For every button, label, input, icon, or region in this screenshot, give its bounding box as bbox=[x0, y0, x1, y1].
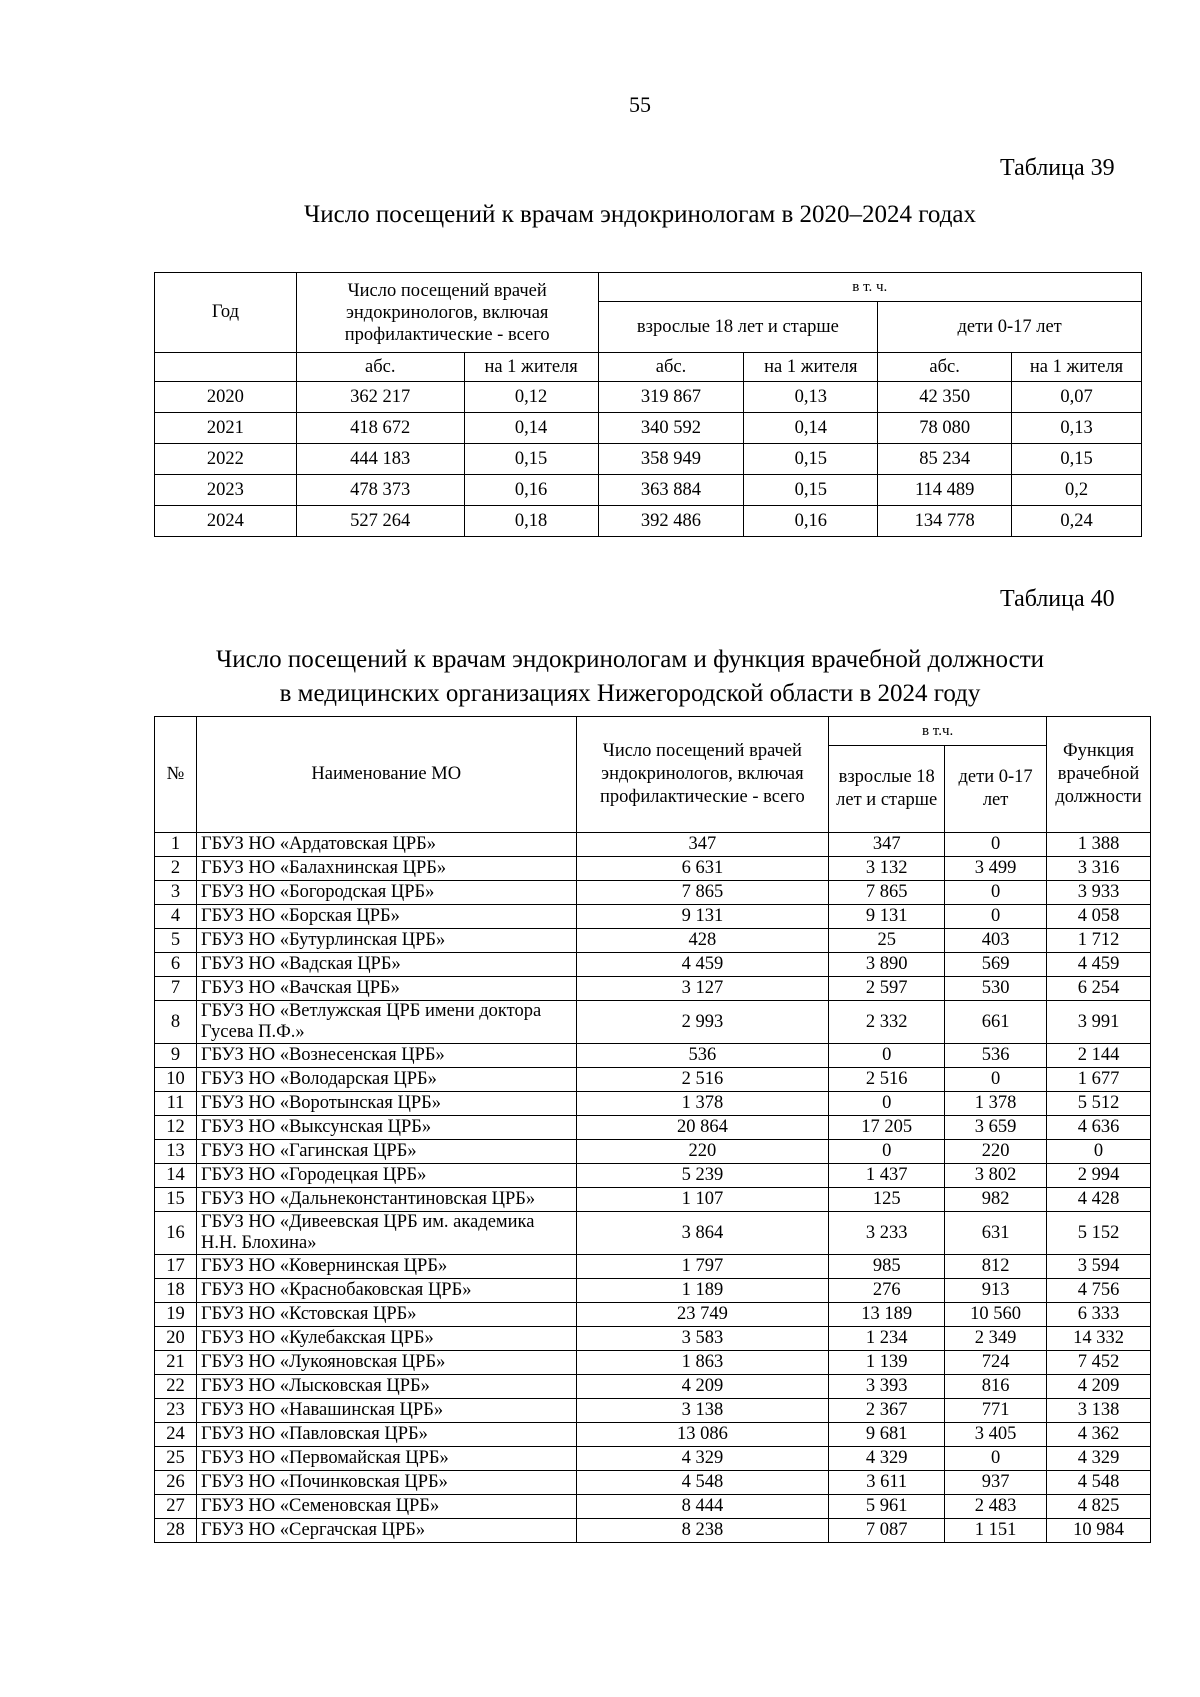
t40-cell: 403 bbox=[945, 929, 1047, 953]
t39-cell: 0,16 bbox=[744, 506, 878, 537]
t40-cell: 6 254 bbox=[1047, 977, 1151, 1001]
t40-cell: 1 378 bbox=[576, 1092, 829, 1116]
t40-cell: 347 bbox=[576, 833, 829, 857]
table-row bbox=[155, 1068, 1151, 1092]
t40-cell-name: ГБУЗ НО «Выксунская ЦРБ» bbox=[196, 1116, 576, 1140]
table-row bbox=[155, 1164, 1151, 1188]
t40-cell-name: ГБУЗ НО «Починковская ЦРБ» bbox=[196, 1471, 576, 1495]
table-row bbox=[155, 1116, 1151, 1140]
t40-cell: 24 bbox=[155, 1423, 197, 1447]
t40-cell: 3 405 bbox=[945, 1423, 1047, 1447]
t40-cell-name: ГБУЗ НО «Лукояновская ЦРБ» bbox=[196, 1351, 576, 1375]
t40-cell: 1 677 bbox=[1047, 1068, 1151, 1092]
t40-cell: 4 548 bbox=[576, 1471, 829, 1495]
t39-cell: 0,16 bbox=[464, 475, 598, 506]
t40-cell: 1 797 bbox=[576, 1255, 829, 1279]
t40-cell-name: ГБУЗ НО «Сергачская ЦРБ» bbox=[196, 1519, 576, 1543]
t40-cell: 3 393 bbox=[829, 1375, 945, 1399]
t40-cell: 1 863 bbox=[576, 1351, 829, 1375]
t40-cell: 3 594 bbox=[1047, 1255, 1151, 1279]
t40-header-function: Функция врачебной должности bbox=[1047, 717, 1151, 833]
t40-cell-name: ГБУЗ НО «Ветлужская ЦРБ имени доктора Гусева П.Ф.» bbox=[196, 1001, 576, 1044]
table-row bbox=[155, 929, 1151, 953]
table-row bbox=[155, 444, 1142, 475]
t40-cell: 0 bbox=[945, 905, 1047, 929]
t39-cell: 0,14 bbox=[464, 413, 598, 444]
t40-cell: 23 bbox=[155, 1399, 197, 1423]
table-row bbox=[155, 413, 1142, 444]
t40-cell: 2 367 bbox=[829, 1399, 945, 1423]
t39-cell: 114 489 bbox=[878, 475, 1012, 506]
t40-cell: 7 865 bbox=[576, 881, 829, 905]
t40-cell: 3 316 bbox=[1047, 857, 1151, 881]
t39-cell: 0,15 bbox=[744, 475, 878, 506]
table39-title: Число посещений к врачам эндокринологам в 2020–2024 годах bbox=[303, 201, 977, 228]
t40-cell: 276 bbox=[829, 1279, 945, 1303]
t40-cell: 4 329 bbox=[1047, 1447, 1151, 1471]
t40-cell-name: ГБУЗ НО «Богородская ЦРБ» bbox=[196, 881, 576, 905]
t40-cell: 5 bbox=[155, 929, 197, 953]
table-row bbox=[155, 857, 1151, 881]
t39-cell: 2020 bbox=[155, 382, 297, 413]
t40-cell: 10 560 bbox=[945, 1303, 1047, 1327]
t40-cell: 816 bbox=[945, 1375, 1047, 1399]
t40-cell: 3 132 bbox=[829, 857, 945, 881]
t40-cell: 3 802 bbox=[945, 1164, 1047, 1188]
t40-cell: 6 631 bbox=[576, 857, 829, 881]
t40-cell: 13 189 bbox=[829, 1303, 945, 1327]
t40-cell: 5 152 bbox=[1047, 1212, 1151, 1255]
t40-cell: 0 bbox=[1047, 1140, 1151, 1164]
t39-header-empty bbox=[155, 353, 297, 382]
t40-cell: 1 107 bbox=[576, 1188, 829, 1212]
t40-cell: 0 bbox=[829, 1092, 945, 1116]
t39-cell: 2024 bbox=[155, 506, 297, 537]
t39-cell: 0,18 bbox=[464, 506, 598, 537]
t40-header-incl: в т.ч. bbox=[829, 717, 1047, 746]
table39 bbox=[154, 272, 1142, 537]
t40-cell: 2 516 bbox=[829, 1068, 945, 1092]
page-number: 55 bbox=[629, 92, 651, 117]
t40-cell: 17 205 bbox=[829, 1116, 945, 1140]
t40-cell: 20 bbox=[155, 1327, 197, 1351]
t40-cell: 4 329 bbox=[829, 1447, 945, 1471]
t40-cell: 16 bbox=[155, 1212, 197, 1255]
t39-cell: 0,13 bbox=[744, 382, 878, 413]
table-row bbox=[155, 1279, 1151, 1303]
t40-cell: 8 444 bbox=[576, 1495, 829, 1519]
t40-cell: 5 512 bbox=[1047, 1092, 1151, 1116]
t39-header-per: на 1 жителя bbox=[744, 353, 878, 382]
t40-cell: 22 bbox=[155, 1375, 197, 1399]
t39-cell: 2023 bbox=[155, 475, 297, 506]
t40-cell: 1 151 bbox=[945, 1519, 1047, 1543]
t39-cell: 418 672 bbox=[296, 413, 464, 444]
t39-cell: 0,15 bbox=[464, 444, 598, 475]
t39-header-year: Год bbox=[155, 273, 297, 353]
t40-cell: 347 bbox=[829, 833, 945, 857]
t40-cell: 28 bbox=[155, 1519, 197, 1543]
t40-cell: 7 865 bbox=[829, 881, 945, 905]
t39-cell: 0,14 bbox=[744, 413, 878, 444]
t40-cell: 771 bbox=[945, 1399, 1047, 1423]
t40-cell: 3 991 bbox=[1047, 1001, 1151, 1044]
t40-cell: 982 bbox=[945, 1188, 1047, 1212]
t40-cell: 10 bbox=[155, 1068, 197, 1092]
t40-cell: 23 749 bbox=[576, 1303, 829, 1327]
t39-cell: 527 264 bbox=[296, 506, 464, 537]
table-row bbox=[155, 382, 1142, 413]
t40-cell: 536 bbox=[576, 1044, 829, 1068]
t40-cell: 0 bbox=[945, 1068, 1047, 1092]
t40-cell-name: ГБУЗ НО «Бутурлинская ЦРБ» bbox=[196, 929, 576, 953]
t40-cell: 9 681 bbox=[829, 1423, 945, 1447]
table-row bbox=[155, 475, 1142, 506]
t39-cell: 134 778 bbox=[878, 506, 1012, 537]
table-row bbox=[155, 506, 1142, 537]
t40-cell-name: ГБУЗ НО «Борская ЦРБ» bbox=[196, 905, 576, 929]
table40-title bbox=[0, 643, 1200, 711]
table-row bbox=[155, 1001, 1151, 1044]
t40-cell: 25 bbox=[829, 929, 945, 953]
t39-cell: 363 884 bbox=[598, 475, 744, 506]
t40-cell: 4 459 bbox=[1047, 953, 1151, 977]
t39-cell: 444 183 bbox=[296, 444, 464, 475]
t40-cell: 13 086 bbox=[576, 1423, 829, 1447]
t40-cell: 2 bbox=[155, 857, 197, 881]
t40-cell-name: ГБУЗ НО «Дальнеконстантиновская ЦРБ» bbox=[196, 1188, 576, 1212]
t39-cell: 0,2 bbox=[1012, 475, 1142, 506]
t40-cell: 1 388 bbox=[1047, 833, 1151, 857]
table-row bbox=[155, 881, 1151, 905]
table-row bbox=[155, 905, 1151, 929]
t40-cell: 4 636 bbox=[1047, 1116, 1151, 1140]
t40-cell: 7 452 bbox=[1047, 1351, 1151, 1375]
t40-cell-name: ГБУЗ НО «Кулебакская ЦРБ» bbox=[196, 1327, 576, 1351]
t40-cell: 0 bbox=[945, 881, 1047, 905]
table-row bbox=[155, 1255, 1151, 1279]
t40-cell: 3 611 bbox=[829, 1471, 945, 1495]
t40-cell-name: ГБУЗ НО «Лысковская ЦРБ» bbox=[196, 1375, 576, 1399]
t40-cell: 4 362 bbox=[1047, 1423, 1151, 1447]
table-row bbox=[155, 1092, 1151, 1116]
t40-cell: 220 bbox=[945, 1140, 1047, 1164]
t40-cell-name: ГБУЗ НО «Семеновская ЦРБ» bbox=[196, 1495, 576, 1519]
t40-cell-name: ГБУЗ НО «Ковернинская ЦРБ» bbox=[196, 1255, 576, 1279]
table40 bbox=[154, 716, 1151, 1543]
t39-cell: 362 217 bbox=[296, 382, 464, 413]
t40-cell-name: ГБУЗ НО «Вознесенская ЦРБ» bbox=[196, 1044, 576, 1068]
t39-cell: 42 350 bbox=[878, 382, 1012, 413]
t39-header-abs: абс. bbox=[878, 353, 1012, 382]
table-row bbox=[155, 1188, 1151, 1212]
t40-cell: 4 459 bbox=[576, 953, 829, 977]
t40-cell: 2 994 bbox=[1047, 1164, 1151, 1188]
t40-cell: 4 209 bbox=[576, 1375, 829, 1399]
t40-cell: 631 bbox=[945, 1212, 1047, 1255]
t40-cell: 9 131 bbox=[829, 905, 945, 929]
t40-cell-name: ГБУЗ НО «Кстовская ЦРБ» bbox=[196, 1303, 576, 1327]
t40-cell: 2 516 bbox=[576, 1068, 829, 1092]
t40-cell: 530 bbox=[945, 977, 1047, 1001]
table-row bbox=[155, 1495, 1151, 1519]
t40-cell-name: ГБУЗ НО «Балахнинская ЦРБ» bbox=[196, 857, 576, 881]
table-row bbox=[155, 1519, 1151, 1543]
t40-cell-name: ГБУЗ НО «Городецкая ЦРБ» bbox=[196, 1164, 576, 1188]
t40-cell: 4 548 bbox=[1047, 1471, 1151, 1495]
t40-cell: 7 087 bbox=[829, 1519, 945, 1543]
table-row bbox=[155, 1044, 1151, 1068]
t40-cell: 3 659 bbox=[945, 1116, 1047, 1140]
table-row bbox=[155, 1140, 1151, 1164]
t40-cell: 19 bbox=[155, 1303, 197, 1327]
t40-cell: 3 933 bbox=[1047, 881, 1151, 905]
t40-cell: 1 712 bbox=[1047, 929, 1151, 953]
t40-cell: 4 bbox=[155, 905, 197, 929]
t40-cell: 3 138 bbox=[1047, 1399, 1151, 1423]
t40-cell: 14 bbox=[155, 1164, 197, 1188]
t40-cell: 25 bbox=[155, 1447, 197, 1471]
t40-cell: 5 961 bbox=[829, 1495, 945, 1519]
t40-cell: 569 bbox=[945, 953, 1047, 977]
t40-cell-name: ГБУЗ НО «Павловская ЦРБ» bbox=[196, 1423, 576, 1447]
t40-cell: 15 bbox=[155, 1188, 197, 1212]
table40-title-line2: в медицинских организациях Нижегородской области в 2024 году bbox=[279, 680, 981, 707]
t39-header-children: дети 0-17 лет bbox=[878, 302, 1142, 353]
t40-header-name: Наименование МО bbox=[196, 717, 576, 833]
t40-cell: 7 bbox=[155, 977, 197, 1001]
table-row bbox=[155, 1303, 1151, 1327]
t40-cell-name: ГБУЗ НО «Воротынская ЦРБ» bbox=[196, 1092, 576, 1116]
t40-cell: 20 864 bbox=[576, 1116, 829, 1140]
t40-cell: 536 bbox=[945, 1044, 1047, 1068]
t40-cell: 220 bbox=[576, 1140, 829, 1164]
t40-cell: 21 bbox=[155, 1351, 197, 1375]
t39-header-adults: взрослые 18 лет и старше bbox=[598, 302, 878, 353]
t40-cell: 2 483 bbox=[945, 1495, 1047, 1519]
table-row bbox=[155, 1447, 1151, 1471]
table-row bbox=[155, 1399, 1151, 1423]
t40-cell: 661 bbox=[945, 1001, 1047, 1044]
t40-cell: 985 bbox=[829, 1255, 945, 1279]
t40-cell-name: ГБУЗ НО «Гагинская ЦРБ» bbox=[196, 1140, 576, 1164]
t40-cell-name: ГБУЗ НО «Первомайская ЦРБ» bbox=[196, 1447, 576, 1471]
t40-cell: 2 144 bbox=[1047, 1044, 1151, 1068]
t39-header-incl: в т. ч. bbox=[598, 273, 1141, 302]
t40-cell: 27 bbox=[155, 1495, 197, 1519]
t40-cell: 9 131 bbox=[576, 905, 829, 929]
t40-cell: 1 437 bbox=[829, 1164, 945, 1188]
t40-cell-name: ГБУЗ НО «Володарская ЦРБ» bbox=[196, 1068, 576, 1092]
t39-cell: 0,07 bbox=[1012, 382, 1142, 413]
t40-header-children: дети 0-17 лет bbox=[945, 746, 1047, 833]
t40-cell-name: ГБУЗ НО «Вадская ЦРБ» bbox=[196, 953, 576, 977]
t40-cell: 13 bbox=[155, 1140, 197, 1164]
t40-cell-name: ГБУЗ НО «Вачская ЦРБ» bbox=[196, 977, 576, 1001]
table39-caption: Таблица 39 bbox=[1000, 155, 1115, 181]
table40-caption: Таблица 40 bbox=[1000, 586, 1115, 612]
t39-header-abs: абс. bbox=[296, 353, 464, 382]
t40-cell: 8 bbox=[155, 1001, 197, 1044]
t40-cell: 4 825 bbox=[1047, 1495, 1151, 1519]
t40-cell: 1 378 bbox=[945, 1092, 1047, 1116]
t40-cell: 4 329 bbox=[576, 1447, 829, 1471]
t40-cell: 1 139 bbox=[829, 1351, 945, 1375]
t39-cell: 358 949 bbox=[598, 444, 744, 475]
t39-header-per: на 1 жителя bbox=[1012, 353, 1142, 382]
t40-cell: 125 bbox=[829, 1188, 945, 1212]
t40-cell: 3 bbox=[155, 881, 197, 905]
t40-cell: 724 bbox=[945, 1351, 1047, 1375]
t40-cell: 4 428 bbox=[1047, 1188, 1151, 1212]
table-row bbox=[155, 1423, 1151, 1447]
t40-cell: 0 bbox=[829, 1140, 945, 1164]
t39-header-abs: абс. bbox=[598, 353, 744, 382]
t40-cell: 2 597 bbox=[829, 977, 945, 1001]
table-row bbox=[155, 1212, 1151, 1255]
t40-cell-name: ГБУЗ НО «Краснобаковская ЦРБ» bbox=[196, 1279, 576, 1303]
table-row bbox=[155, 977, 1151, 1001]
t39-cell: 2022 bbox=[155, 444, 297, 475]
t40-cell: 913 bbox=[945, 1279, 1047, 1303]
t40-cell: 2 349 bbox=[945, 1327, 1047, 1351]
t40-cell: 3 233 bbox=[829, 1212, 945, 1255]
t40-cell: 3 583 bbox=[576, 1327, 829, 1351]
t39-cell: 0,13 bbox=[1012, 413, 1142, 444]
t40-cell: 1 234 bbox=[829, 1327, 945, 1351]
table-row bbox=[155, 953, 1151, 977]
t40-cell: 3 138 bbox=[576, 1399, 829, 1423]
t40-cell: 8 238 bbox=[576, 1519, 829, 1543]
t39-cell: 0,24 bbox=[1012, 506, 1142, 537]
t40-cell: 0 bbox=[945, 833, 1047, 857]
t40-cell: 937 bbox=[945, 1471, 1047, 1495]
t40-cell: 3 890 bbox=[829, 953, 945, 977]
t40-cell: 0 bbox=[829, 1044, 945, 1068]
t40-cell: 3 864 bbox=[576, 1212, 829, 1255]
t39-header-total: Число посещений врачей эндокринологов, включая профилактические - всего bbox=[296, 273, 598, 353]
table-row bbox=[155, 1327, 1151, 1351]
t40-cell: 4 209 bbox=[1047, 1375, 1151, 1399]
t40-cell: 14 332 bbox=[1047, 1327, 1151, 1351]
t39-cell: 0,15 bbox=[744, 444, 878, 475]
t40-cell: 12 bbox=[155, 1116, 197, 1140]
table-row bbox=[155, 833, 1151, 857]
t39-cell: 78 080 bbox=[878, 413, 1012, 444]
t40-cell: 3 127 bbox=[576, 977, 829, 1001]
t39-cell: 392 486 bbox=[598, 506, 744, 537]
table-row bbox=[155, 1375, 1151, 1399]
t39-cell: 478 373 bbox=[296, 475, 464, 506]
t39-cell: 340 592 bbox=[598, 413, 744, 444]
t40-header-adults: взрослые 18 лет и старше bbox=[829, 746, 945, 833]
t40-cell: 428 bbox=[576, 929, 829, 953]
t39-cell: 2021 bbox=[155, 413, 297, 444]
t40-cell: 1 189 bbox=[576, 1279, 829, 1303]
t39-cell: 85 234 bbox=[878, 444, 1012, 475]
t39-cell: 0,12 bbox=[464, 382, 598, 413]
t39-cell: 319 867 bbox=[598, 382, 744, 413]
t40-cell: 0 bbox=[945, 1447, 1047, 1471]
t40-cell: 3 499 bbox=[945, 857, 1047, 881]
t40-cell: 17 bbox=[155, 1255, 197, 1279]
t39-header-per: на 1 жителя bbox=[464, 353, 598, 382]
t40-cell-name: ГБУЗ НО «Ардатовская ЦРБ» bbox=[196, 833, 576, 857]
table-row bbox=[155, 1351, 1151, 1375]
t40-cell-name: ГБУЗ НО «Дивеевская ЦРБ им. академика Н.Н. Блохина» bbox=[196, 1212, 576, 1255]
t40-cell: 1 bbox=[155, 833, 197, 857]
t40-cell: 11 bbox=[155, 1092, 197, 1116]
t40-cell: 4 058 bbox=[1047, 905, 1151, 929]
t40-cell-name: ГБУЗ НО «Навашинская ЦРБ» bbox=[196, 1399, 576, 1423]
t40-cell: 9 bbox=[155, 1044, 197, 1068]
t40-cell: 26 bbox=[155, 1471, 197, 1495]
t39-cell: 0,15 bbox=[1012, 444, 1142, 475]
t40-cell: 5 239 bbox=[576, 1164, 829, 1188]
t40-cell: 10 984 bbox=[1047, 1519, 1151, 1543]
t40-cell: 4 756 bbox=[1047, 1279, 1151, 1303]
t40-cell: 2 993 bbox=[576, 1001, 829, 1044]
t40-cell: 812 bbox=[945, 1255, 1047, 1279]
t40-header-total: Число посещений врачей эндокринологов, включая профилактические - всего bbox=[576, 717, 829, 833]
table-row bbox=[155, 1471, 1151, 1495]
t40-cell: 6 333 bbox=[1047, 1303, 1151, 1327]
t40-header-num: № bbox=[155, 717, 197, 833]
t40-cell: 6 bbox=[155, 953, 197, 977]
table40-title-line1: Число посещений к врачам эндокринологам и функция врачебной должности bbox=[215, 646, 1045, 673]
t40-cell: 18 bbox=[155, 1279, 197, 1303]
t40-cell: 2 332 bbox=[829, 1001, 945, 1044]
